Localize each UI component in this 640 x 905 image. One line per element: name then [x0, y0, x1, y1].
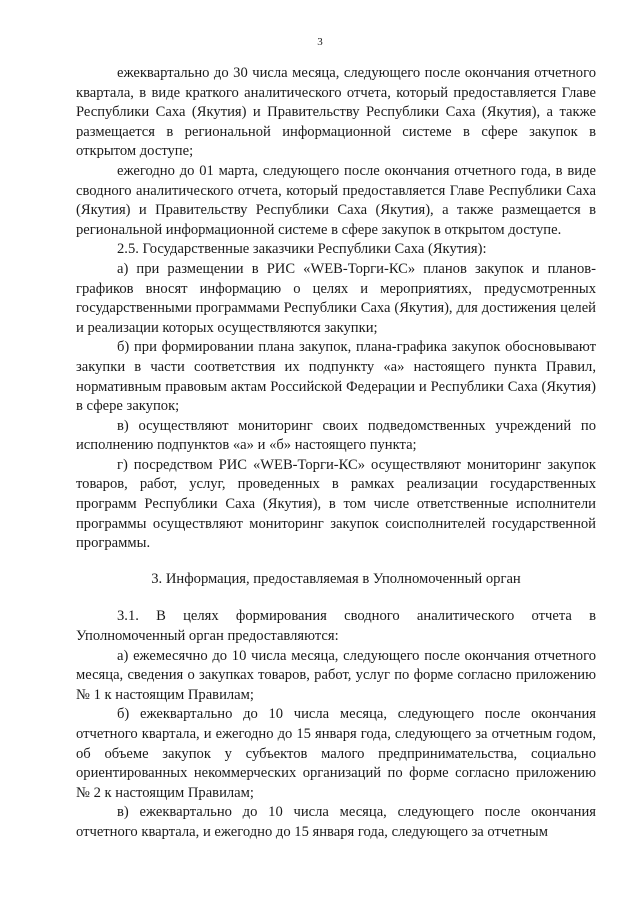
paragraph-3-1-v: в) ежеквартально до 10 числа месяца, следующего после окончания отчетного квартала, и ежегодно до 15 января года, следующего за отчетным — [76, 804, 596, 840]
paragraph-2-5-g: г) посредством РИС «WEB-Торги-КС» осуществляют мониторинг закупок товаров, работ, услуг, проведенных в рамках реализации государственных программ Республики Саха (Якутия), в том числе ответственные исполнители программы осуществляют мониторинг закупок соисполнителей государственной программы. — [76, 456, 596, 552]
paragraph-2-5-a: а) при размещении в РИС «WEB-Торги-КС» планов закупок и планов-графиков вносят информацию о целях и мероприятиях, предусмотренных государственными программами Республики Саха (Якутия), для достижения целей и реализации которых осуществляются закупки; — [76, 260, 596, 336]
paragraph-3-1: 3.1. В целях формирования сводного аналитического отчета в Уполномоченный орган предоставляются: — [76, 608, 596, 645]
paragraph-3-1-b: б) ежеквартально до 10 числа месяца, следующего после окончания отчетного квартала, и ежегодно до 15 января года, следующего за отчетным годом, об объеме закупок у субъектов малого предпринимательства, социально ориентированных некоммерческих организаций по форме согласно приложению № 2 к настоящим Правилам; — [76, 706, 596, 801]
document-body — [76, 64, 596, 843]
paragraph-quarterly-report: ежеквартально до 30 числа месяца, следующего после окончания отчетного квартала, в виде краткого аналитического отчета, который предоставляется Главе Республики Саха (Якутия) и Правительству Республики Саха (Якутия), а также размещается в региональной информационной системе в сфере закупок в открытом доступе; — [76, 65, 596, 160]
section-3-heading: 3. Информация, предоставляемая в Уполномоченный орган — [151, 570, 521, 587]
page-number: 3 — [317, 36, 323, 48]
paragraph-2-5-b: б) при формировании плана закупок, плана-графика закупок обосновывают закупки в части соответствия их подпункту «а» настоящего пункта Правил, нормативным правовым актам Российской Федерации и Республики Саха (Якутия) в сфере закупок; — [76, 339, 596, 415]
paragraph-3-1-a: а) ежемесячно до 10 числа месяца, следующего после окончания отчетного месяца, сведения о закупках товаров, работ, услуг по форме согласно приложению № 1 к настоящим Правилам; — [76, 647, 596, 703]
paragraph-2-5-v: в) осуществляют мониторинг своих подведомственных учреждений по исполнению подпунктов «а» и «б» настоящего пункта; — [76, 417, 596, 454]
paragraph-2-5-heading: 2.5. Государственные заказчики Республики Саха (Якутия): — [117, 241, 487, 258]
paragraph-annual-report: ежегодно до 01 марта, следующего после окончания отчетного года, в виде сводного аналитического отчета, который предоставляется Главе Республики Саха (Якутия) и Правительству Республики Саха (Якутия), а также размещается в региональной информационной системе в сфере закупок в открытом доступе. — [76, 162, 596, 238]
